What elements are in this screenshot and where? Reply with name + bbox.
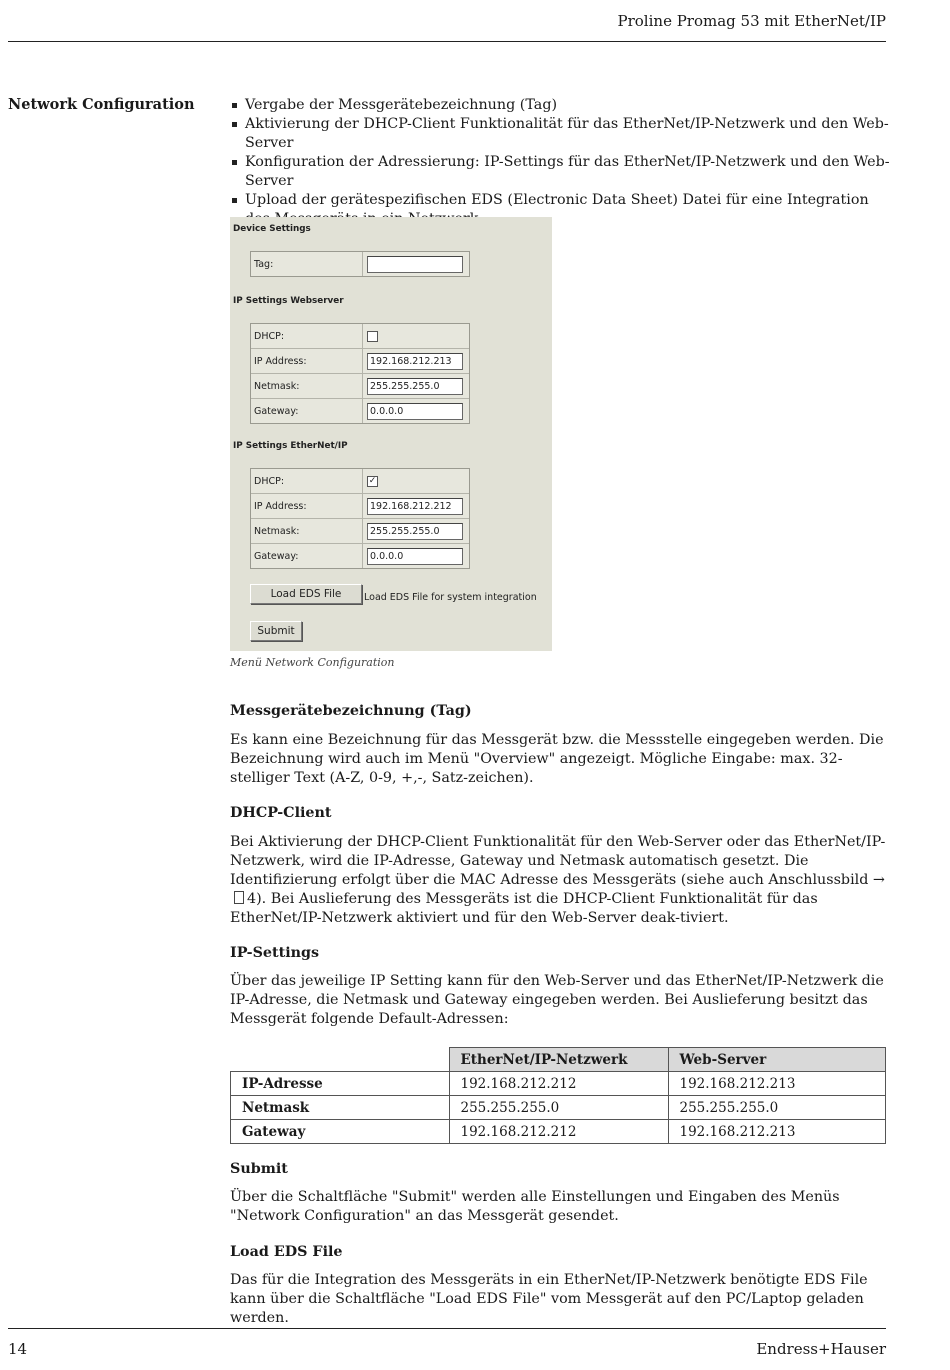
webserver-heading: IP Settings Webserver [233,296,344,306]
tag-label: Tag: [251,252,363,276]
webserver-gateway-label: Gateway: [251,399,363,423]
tag-heading: Messgerätebezeichnung (Tag) [230,703,472,719]
webserver-table [250,323,470,424]
webserver-netmask-label: Netmask: [251,374,363,398]
webserver-netmask-input[interactable]: 255.255.255.0 [367,378,463,395]
table-row [231,1096,886,1120]
load-eds-paragraph: Das für die Integration des Messgeräts in ein EtherNet/IP-Netzwerk benötigte EDS File kann über die Schaltfläche "Load EDS File" vom Messgerät auf den PC/Laptop geladen werden. [230,1272,868,1326]
webserver-ip-input[interactable]: 192.168.212.213 [367,353,463,370]
ethernetip-ip-label: IP Address: [251,494,363,518]
ethernetip-ip-input[interactable]: 192.168.212.212 [367,498,463,515]
table-row-header: Gateway [231,1120,450,1144]
header-title: Proline Promag 53 mit EtherNet/IP [617,12,886,30]
default-address-table [230,1047,886,1144]
table-cell: 192.168.212.212 [449,1120,668,1144]
table-header-webserver: Web-Server [668,1048,886,1072]
figure-caption: Menü Network Configuration [230,656,395,669]
page-number: 14 [8,1340,28,1358]
table-header-blank [231,1048,450,1072]
webserver-dhcp-checkbox[interactable] [367,331,378,342]
webserver-gateway-input[interactable]: 0.0.0.0 [367,403,463,420]
ip-settings-paragraph: Über das jeweilige IP Setting kann für den Web-Server und das EtherNet/IP-Netzwerk die IP-Adresse, die Netmask und Gateway eingegeben werden. Bei Auslieferung besitzt das Messgerät folgende Default-Adressen: [230,973,884,1027]
table-header-row [231,1048,886,1072]
ethernetip-heading: IP Settings EtherNet/IP [233,441,348,451]
webserver-ip-label: IP Address: [251,349,363,373]
table-row [231,1072,886,1096]
list-item: Vergabe der Messgerätebezeichnung (Tag) [231,96,891,115]
network-config-screenshot [230,217,552,651]
webserver-dhcp-label: DHCP: [251,324,363,348]
table-row-header: Netmask [231,1096,450,1120]
list-item: Upload der gerätespezifischen EDS (Electronic Data Sheet) Datei für eine Integration [231,191,891,229]
table-row-header: IP-Adresse [231,1072,450,1096]
table-cell: 255.255.255.0 [668,1096,886,1120]
dhcp-text-after: ). Bei Auslieferung des Messgeräts ist die DHCP-Client Funktionalität für das EtherNet/IP-Netzwerk aktiviert und für den Web-Server deak-tiviert. [230,891,818,926]
submit-paragraph: Über die Schaltfläche "Submit" werden alle Einstellungen und Eingaben des Menüs "Network Configuration" an das Messgerät gesendet. [230,1189,840,1224]
tag-row [251,252,469,276]
list-item: Konfiguration der Adressierung: IP-Settings für das EtherNet/IP-Netzwerk und den Web-Server [231,153,891,191]
table-cell: 192.168.212.213 [668,1120,886,1144]
load-eds-heading: Load EDS File [230,1244,343,1260]
device-settings-heading: Device Settings [233,224,311,234]
page-reference-icon [234,891,244,904]
ethernetip-dhcp-label: DHCP: [251,469,363,493]
dhcp-text-before: Bei Aktivierung der DHCP-Client Funktionalität für den Web-Server oder das EtherNet/IP-Netzwerk, wird die IP-Adresse, Gateway und Netmask automatisch gesetzt. Die Identifizierung erfolgt über die MAC Adresse des Messgeräts (siehe auch Anschlussbild → [230,834,886,888]
list-item: Aktivierung der DHCP-Client Funktionalität für das EtherNet/IP-Netzwerk und den Web-Server [231,115,891,153]
submit-heading: Submit [230,1161,288,1177]
ip-settings-heading: IP-Settings [230,945,320,961]
section-title: Network Configuration [8,96,195,113]
tag-input[interactable] [367,256,463,273]
dhcp-heading: DHCP-Client [230,805,332,821]
header-rule [8,41,886,42]
load-eds-note: Load EDS File for system integration [364,592,537,603]
load-eds-button[interactable]: Load EDS File [250,584,362,604]
dhcp-page-ref: 4 [247,891,257,907]
table-cell: 192.168.212.212 [449,1072,668,1096]
dhcp-paragraph [230,833,886,928]
feature-list [231,96,891,229]
submit-button[interactable]: Submit [250,621,302,641]
brand-name: Endress+Hauser [756,1340,886,1358]
ethernetip-netmask-label: Netmask: [251,519,363,543]
table-cell: 192.168.212.213 [668,1072,886,1096]
table-header-ethernetip: EtherNet/IP-Netzwerk [449,1048,668,1072]
ethernetip-dhcp-checkbox[interactable]: ✓ [368,475,377,486]
ethernetip-netmask-input[interactable]: 255.255.255.0 [367,523,463,540]
table-row [231,1120,886,1144]
footer-rule [8,1328,886,1329]
table-cell: 255.255.255.0 [449,1096,668,1120]
ethernetip-gateway-label: Gateway: [251,544,363,568]
ethernetip-gateway-input[interactable]: 0.0.0.0 [367,548,463,565]
ethernetip-table [250,468,470,569]
tag-paragraph: Es kann eine Bezeichnung für das Messgerät bzw. die Messstelle eingegeben werden. Die Bezeichnung wird auch im Menü "Overview" angezeigt. Mögliche Eingabe: max. 32-stelliger Text (A-Z, 0-9, +,-, Satz-zeichen). [230,732,884,786]
device-settings-table [250,251,470,277]
